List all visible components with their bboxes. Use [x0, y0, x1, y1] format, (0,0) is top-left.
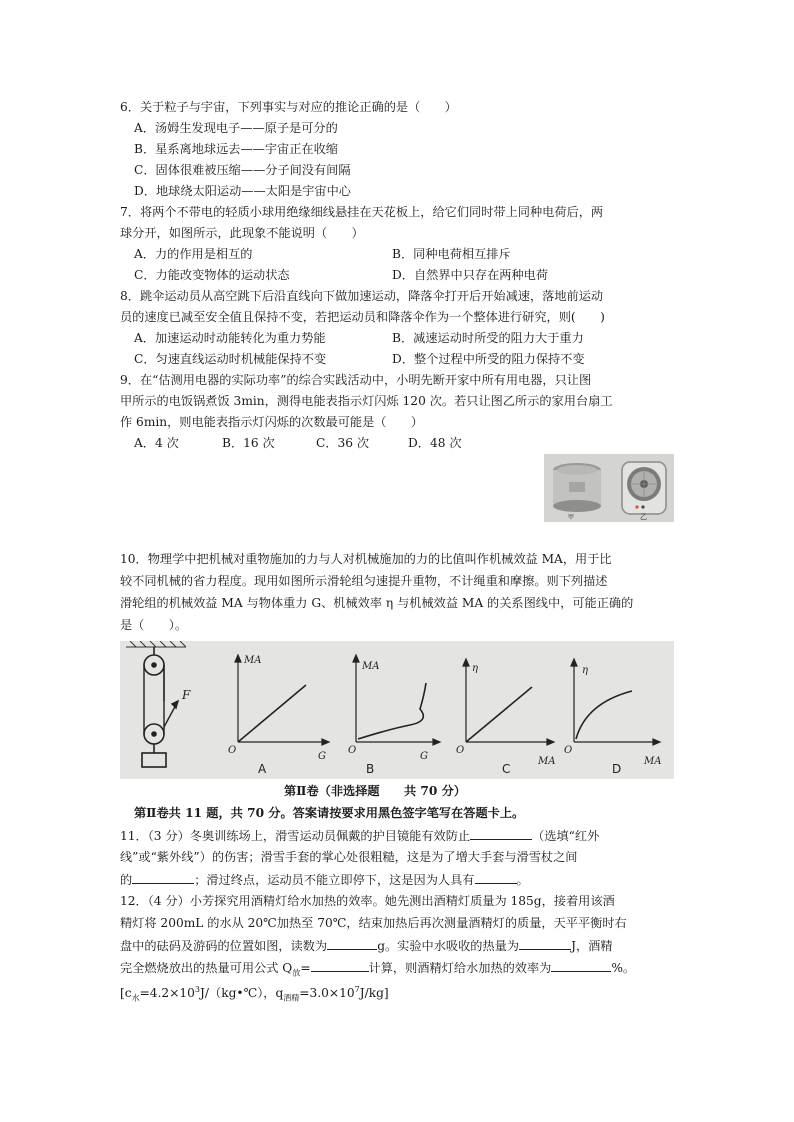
q12-line1: 12．（4 分）小芳探究用酒精灯给水加热的效率。她先测出酒精灯质量为 185g，接着用该酒 — [120, 894, 615, 908]
c-water-head: [c — [120, 986, 132, 1001]
q-alcohol-exp: 7 — [354, 985, 360, 994]
appliance-photo — [544, 454, 674, 522]
q12-blank-reading[interactable] — [327, 935, 377, 950]
q11-blank-2[interactable] — [132, 869, 194, 884]
q6-option-c: C．固体很难被压缩——分子间没有间隔 — [134, 163, 351, 177]
q7-option-d: D．自然界中只存在两种电荷 — [392, 268, 549, 282]
q7-stem-line2: 球分开，如图所示，此现象不能说明（ ） — [120, 226, 364, 240]
q8-option-d: D．整个过程中所受的阻力保持不变 — [392, 352, 585, 366]
graph-a-letter: A — [258, 762, 267, 776]
q9-stem-line2: 甲所示的电饭锅煮饭 3min，测得电能表指示灯闪烁 120 次。若只让图乙所示的家用台扇工 — [120, 394, 613, 408]
q11-line3-mid: ；滑过终点，运动员不能立即停下，这是因为人具有 — [194, 873, 475, 887]
graph-b-xlabel: G — [420, 751, 428, 762]
q8-option-c: C．匀速直线运动时机械能保持不变 — [134, 352, 327, 366]
q12-line3 — [120, 935, 613, 957]
q8-stem-line2: 员的速度已减至安全值且保持不变，若把运动员和降落伞作为一个整体进行研究，则( ) — [120, 310, 605, 324]
q11-line3-tail: 。 — [516, 873, 529, 887]
q10-stem-line1: 10．物理学中把机械对重物施加的力与人对机械施加的力的比值叫作机械效益 MA，用于比 — [120, 552, 612, 566]
q-alcohol-value: =3.0×10 — [299, 986, 355, 1001]
graph-b-ylabel: MA — [362, 661, 380, 672]
graph-d-letter: D — [612, 762, 622, 776]
q12-constants — [120, 979, 389, 1009]
graph-a-xlabel: G — [318, 751, 326, 762]
q10-stem-line4: 是（ ）。 — [120, 618, 188, 632]
graph-b-origin: O — [348, 745, 357, 756]
q11-blank-3[interactable] — [475, 869, 517, 884]
force-label: F — [182, 688, 191, 702]
pulley-and-graphs-figure — [120, 641, 674, 779]
q9-option-d: D．48 次 — [408, 436, 462, 450]
rice-cooker-icon — [553, 463, 601, 512]
q6-stem: 6．关于粒子与宇宙，下列事实与对应的推论正确的是（ ） — [120, 100, 457, 114]
q11-line1-text: 11．（3 分）冬奥训练场上，滑雪运动员佩戴的护目镜能有效防止 — [120, 829, 471, 843]
q11-blank-1[interactable] — [470, 825, 532, 840]
rice-cooker-and-fan-illustration — [544, 454, 674, 522]
q6-option-d: D．地球绕太阳运动——太阳是宇宙中心 — [134, 184, 351, 198]
q12-line4-mid: 计算，则酒精灯给水加热的效率为 — [368, 961, 552, 975]
q7-option-a: A．力的作用是相互的 — [134, 247, 253, 261]
q6-option-a: A．汤姆生发现电子——原子是可分的 — [134, 121, 338, 135]
q9-option-b: B．16 次 — [222, 436, 275, 450]
graph-a-origin: O — [228, 745, 237, 756]
graph-c-letter: C — [502, 762, 511, 776]
graph-a-ylabel: MA — [244, 655, 262, 666]
q11-line1-tail: （选填“红外 — [532, 829, 600, 843]
q12-line4-tail: %。 — [611, 961, 636, 975]
q9-stem-line1: 9．在“估测用电器的实际功率”的综合实践活动中，小明先断开家中所有用电器，只让图 — [120, 373, 592, 387]
q-alcohol-unit: J/kg] — [359, 986, 389, 1001]
q12-line3-mid: g。实验中水吸收的热量为 — [377, 939, 520, 953]
q6-option-b: B．星系离地球远去——宇宙正在收缩 — [134, 142, 338, 156]
photo-label-jia: 甲 — [568, 514, 575, 521]
q11-line2: 线”或“紫外线”）的伤害；滑雪手套的掌心处很粗糙，这是为了增大手套与滑雪杖之间 — [120, 850, 578, 864]
q9-option-c: C．36 次 — [316, 436, 370, 450]
q8-stem-line1: 8．跳伞运动员从高空跳下后沿直线向下做加速运动，降落伞打开后开始减速，落地前运动 — [120, 289, 604, 303]
c-water-value: =4.2×10 — [139, 986, 195, 1001]
q7-stem-line1: 7．将两个不带电的轻质小球用绝缘细线悬挂在天花板上，给它们同时带上同种电荷后，两 — [120, 205, 604, 219]
part2-title: 第Ⅱ卷（非选择题 共 70 分） — [284, 784, 466, 798]
q12-line4-sub: 放 — [292, 968, 301, 978]
desk-fan-icon — [622, 462, 666, 514]
q9-option-a: A．4 次 — [134, 436, 179, 450]
q12-line4-eq: = — [300, 961, 311, 975]
q7-option-c: C．力能改变物体的运动状态 — [134, 268, 290, 282]
q11-line1 — [120, 825, 599, 847]
q11-line3-head: 的 — [120, 873, 133, 887]
q-alcohol-sub: 酒精 — [283, 993, 300, 1003]
q10-stem-line3: 滑轮组的机械效益 MA 与物体重力 G、机械效率 η 与机械效益 MA 的关系图线中，可能正确的 — [120, 596, 634, 610]
graph-c-xlabel: MA — [538, 756, 556, 767]
pulley-graphs-svg — [120, 641, 674, 779]
graph-d-origin: O — [564, 745, 573, 756]
q12-line3-tail: J，酒精 — [571, 939, 613, 953]
q8-option-a: A．加速运动时动能转化为重力势能 — [134, 331, 326, 345]
q12-blank-heat[interactable] — [519, 935, 571, 950]
q12-line2: 精灯将 200mL 的水从 20℃加热至 70℃，结束加热后再次测量酒精灯的质量，天平平衡时右 — [120, 916, 627, 930]
c-water-unit: J/（kg•℃），q — [200, 986, 284, 1001]
graph-c-ylabel: η — [472, 663, 478, 674]
graph-d-xlabel: MA — [644, 756, 662, 767]
q12-blank-efficiency[interactable] — [551, 957, 611, 972]
q8-option-b: B．减速运动时所受的阻力大于重力 — [392, 331, 584, 345]
q10-stem-line2: 较不同机械的省力程度。现用如图所示滑轮组匀速提升重物，不计绳重和摩擦。则下列描述 — [120, 574, 608, 588]
q12-blank-formula[interactable] — [311, 957, 369, 972]
q12-line3-head: 盘中的砝码及游码的位置如图，读数为 — [120, 939, 328, 953]
photo-label-yi: 乙 — [640, 513, 647, 521]
c-water-exp: 3 — [194, 985, 201, 994]
graph-c-origin: O — [456, 745, 465, 756]
q7-option-b: B．同种电荷相互排斥 — [392, 247, 511, 261]
part2-instruction: 第Ⅱ卷共 11 题，共 70 分。答案请按要求用黑色签字笔写在答题卡上。 — [134, 806, 525, 820]
graph-d-ylabel: η — [582, 665, 588, 676]
q12-line4-head: 完全燃烧放出的热量可用公式 Q — [120, 961, 293, 975]
q9-stem-line3: 作 6min，则电能表指示灯闪烁的次数最可能是（ ） — [120, 415, 424, 429]
graph-b-letter: B — [366, 762, 375, 776]
q11-line3 — [120, 869, 529, 891]
c-water-sub: 水 — [131, 993, 140, 1003]
